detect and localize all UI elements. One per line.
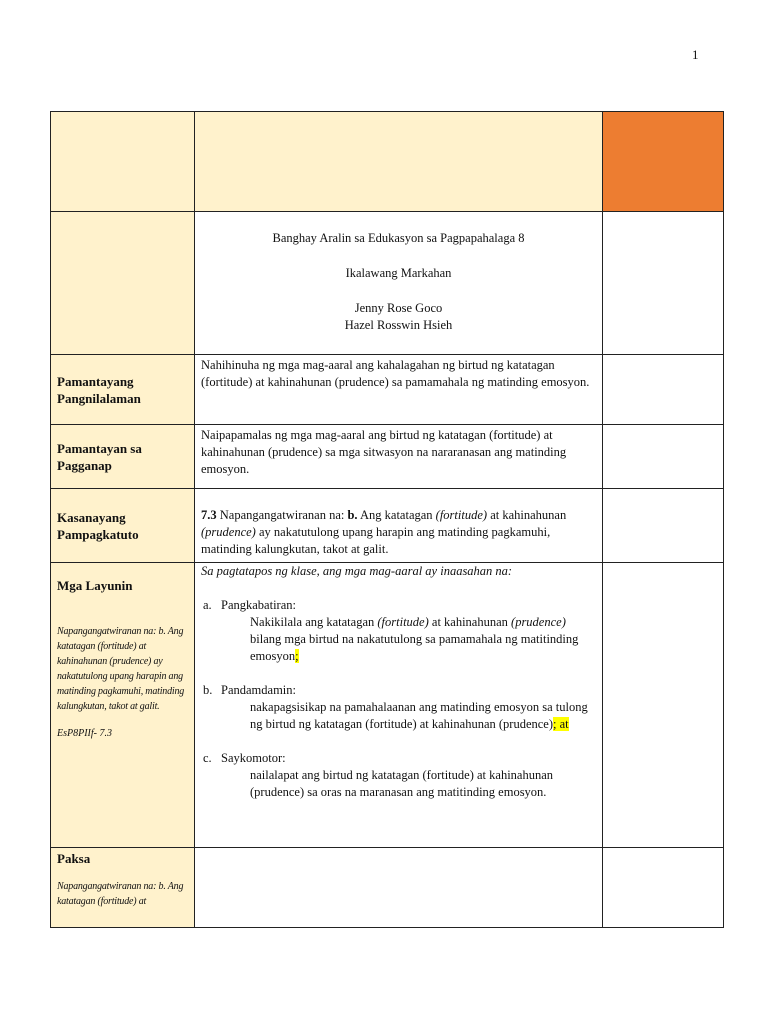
header-orange-cell — [603, 112, 724, 212]
objectives-code: EsP8PIIf- 7.3 — [57, 728, 112, 739]
objectives-content — [195, 563, 603, 848]
list-letter: a. — [203, 598, 212, 612]
title-left-cell — [51, 212, 195, 355]
header-left-cell — [51, 112, 195, 212]
topic-content — [195, 848, 603, 928]
objective-text: nakapagsisikap na pamahalaanan ang matinding emosyon sa tulong ng birtud ng katatagan (fortitude) at kahinahunan (prudence) — [250, 700, 588, 731]
objective-title: Pandamdamin: — [221, 683, 296, 697]
objective-term: (prudence) — [511, 615, 566, 629]
competency-text — [195, 489, 603, 563]
author-name: Jenny Rose Goco — [354, 301, 443, 315]
competency-part: Ang katatagan — [357, 508, 436, 522]
content-standard-text: Nahihinuha ng mga mag-aaral ang kahalagahan ng birtud ng katatagan (fortitude) at kahinahunan (prudence) sa pamamahala ng matinding emosyon. — [195, 355, 603, 425]
competency-label: Kasanayang Pampagkatuto — [51, 489, 195, 563]
list-letter: b. — [203, 683, 213, 697]
content-standard-label: Pamantayang Pangnilalaman — [51, 355, 195, 425]
objectives-intro: Sa pagtatapos ng klase, ang mga mag-aaral ay inaasahan na: — [201, 564, 513, 578]
objective-part: at kahinahunan — [428, 615, 512, 629]
topic-label-cell — [51, 848, 195, 928]
author-name: Hazel Rosswin Hsieh — [344, 318, 453, 332]
topic-notes — [603, 848, 724, 928]
topic-sidenote: Napangangatwiranan na: b. Ang katatagan (fortitude) at — [57, 881, 184, 907]
objective-part: Nakikilala ang katatagan — [250, 615, 378, 629]
competency-term: (prudence) — [201, 525, 256, 539]
objectives-label: Mga Layunin — [57, 578, 133, 593]
objective-term: (fortitude) — [377, 615, 429, 629]
list-letter: c. — [203, 751, 212, 765]
objective-a — [201, 597, 598, 665]
objective-title: Pangkabatiran: — [221, 598, 296, 612]
page-number: 1 — [692, 47, 699, 62]
title-row — [51, 212, 724, 355]
competency-part: at kahinahunan — [487, 508, 567, 522]
objectives-sidenote: Napangangatwiranan na: b. Ang katatagan (fortitude) at kahinahunan (prudence) ay nakatutulong upang harapin ang matinding pagkamuhi, matinding kalungkutan, takot at galit. — [57, 626, 185, 712]
objective-text: nailalapat ang birtud ng katatagan (fortitude) at kahinahunan (prudence) sa oras na maranasan ang matitinding emosyon. — [250, 768, 554, 799]
competency-letter: b. — [347, 508, 358, 522]
competency-part: ay nakatutulong upang harapin ang matinding pagkamuhi, matinding kalungkutan, takot at galit. — [201, 525, 551, 556]
performance-standard-notes — [603, 425, 724, 489]
objectives-label-cell — [51, 563, 195, 848]
highlighted-text: ; — [295, 649, 299, 663]
objective-c — [201, 750, 598, 801]
topic-label: Paksa — [57, 851, 91, 866]
quarter-label: Ikalawang Markahan — [345, 266, 452, 280]
header-center-cell — [195, 112, 603, 212]
highlighted-text: ; at — [553, 717, 569, 731]
lesson-plan-table — [50, 111, 724, 928]
competency-part: Napangangatwiranan na: — [216, 508, 348, 522]
competency-code: 7.3 — [201, 508, 217, 522]
competency-row — [51, 489, 724, 563]
objective-b — [201, 682, 598, 733]
objective-title: Saykomotor: — [221, 751, 286, 765]
performance-standard-label: Pamantayan sa Pagganap — [51, 425, 195, 489]
objective-part: bilang mga birtud na nakatutulong sa pamamahala ng matitinding emosyon — [250, 632, 579, 663]
content-standard-row — [51, 355, 724, 425]
objectives-notes — [603, 563, 724, 848]
lesson-title: Banghay Aralin sa Edukasyon sa Pagpapahalaga 8 — [272, 231, 525, 245]
performance-standard-text: Naipapamalas ng mga mag-aaral ang birtud ng katatagan (fortitude) at kahinahunan (prudence) sa mga sitwasyon na nararanasan ang matinding emosyon. — [195, 425, 603, 489]
content-standard-notes — [603, 355, 724, 425]
title-cell — [195, 212, 603, 355]
objectives-row — [51, 563, 724, 848]
title-right-cell — [603, 212, 724, 355]
header-row — [51, 112, 724, 212]
topic-row — [51, 848, 724, 928]
competency-notes — [603, 489, 724, 563]
competency-term: (fortitude) — [435, 508, 488, 522]
performance-standard-row — [51, 425, 724, 489]
